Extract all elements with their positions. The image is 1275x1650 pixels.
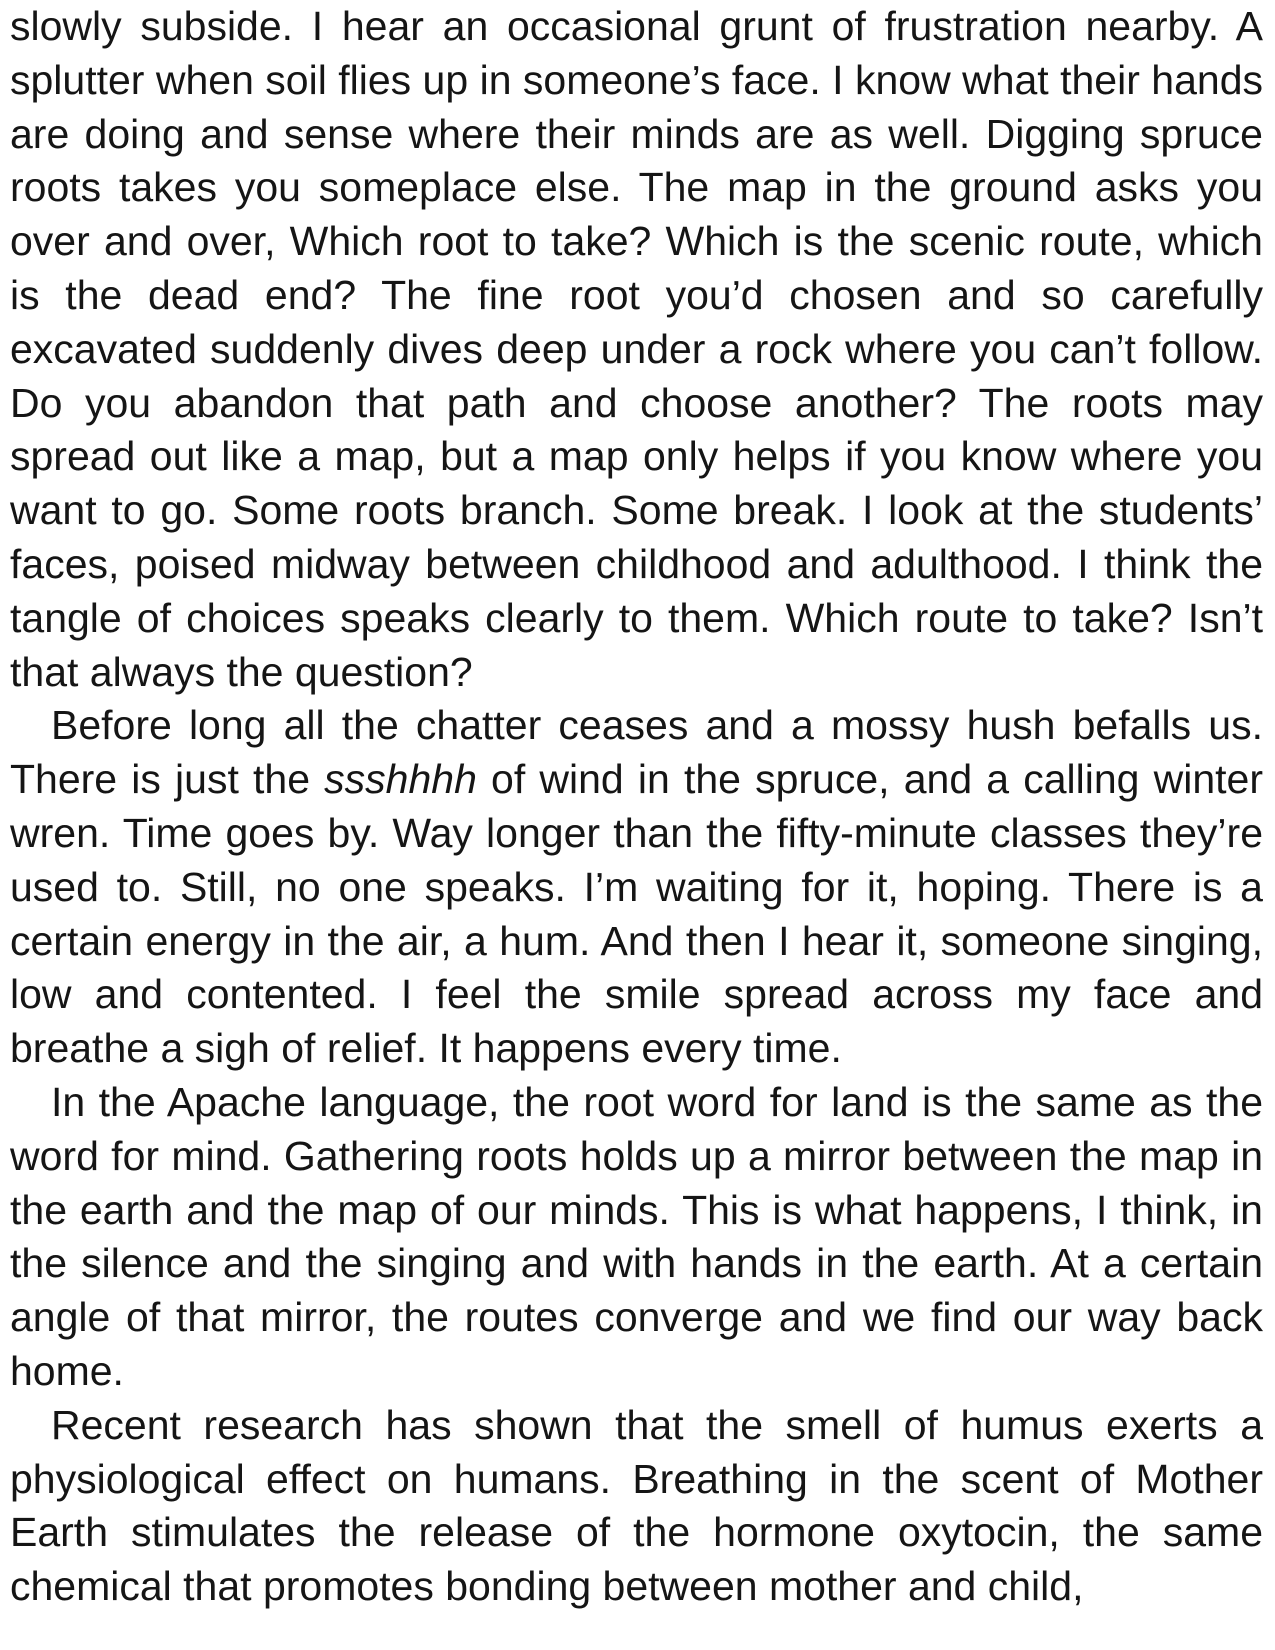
paragraph-2	[10, 699, 1263, 1076]
paragraph-2-italic-word: ssshhhh	[324, 756, 477, 803]
paragraph-2-text-a: Before long all the chatter ceases and a mossy hush befalls us. There is just the	[10, 702, 1263, 803]
book-page	[10, 0, 1263, 1650]
paragraph-4	[10, 1399, 1263, 1614]
paragraph-3	[10, 1076, 1263, 1399]
paragraph-2-text-b: of wind in the spruce, and a calling winter wren. Time goes by. Way longer than the fifty-minute classes they’re used to. Still, no one speaks. I’m waiting for it, hoping. There is a certain energy in the air, a hum. And then I hear it, someone singing, low and contented. I feel the smile spread across my face and breathe a sigh of relief. It happens every time.	[10, 756, 1264, 1072]
paragraph-3-text: In the Apache language, the root word for land is the same as the word for mind. Gathering roots holds up a mirror between the map in the earth and the map of our minds. This is what happens, I think, in the silence and the singing and with hands in the earth. At a certain angle of that mirror, the routes converge and we find our way back home.	[10, 1078, 1263, 1394]
paragraph-4-text: Recent research has shown that the smell of humus exerts a physiological effect on humans. Breathing in the scent of Mother Earth stimulates the release of the hormone oxytocin, the same chemical that promotes bonding between mother and child,	[10, 1401, 1263, 1610]
paragraph-1-text: slowly subside. I hear an occasional grunt of frustration nearby. A splutter when soil flies up in someone’s face. I know what their hands are doing and sense where their minds are as well. Digging spruce roots takes you someplace else. The map in the ground asks you over and over, Which root to take? Which is the scenic route, which is the dead end? The fine root you’d chosen and so carefully excavated suddenly dives deep under a rock where you can’t follow. Do you abandon that path and choose another? The roots may spread out like a map, but a map only helps if you know where you want to go. Some roots branch. Some break. I look at the students’ faces, poised midway between childhood and adulthood. I think the tangle of choices speaks clearly to them. Which route to take? Isn’t that always the question?	[10, 3, 1263, 695]
paragraph-1	[10, 0, 1263, 699]
